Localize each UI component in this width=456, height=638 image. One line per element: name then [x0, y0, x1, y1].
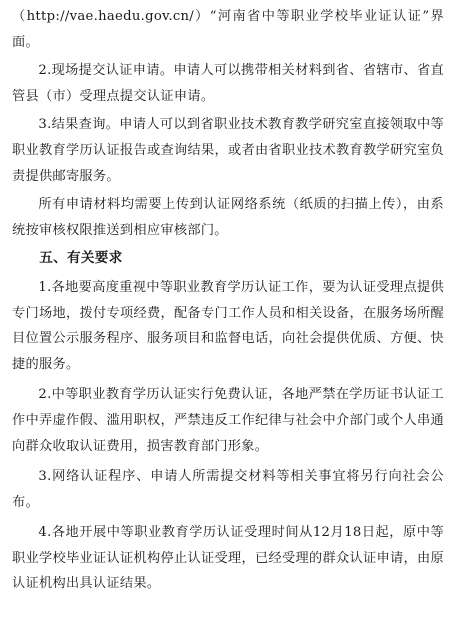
- paragraph-url-continuation: （http://vae.haedu.gov.cn/）“河南省中等职业学校毕业证认证”界面。: [12, 9, 444, 50]
- paragraph-upload-note: 所有申请材料均需要上传到认证网络系统（纸质的扫描上传），由系统按审核权限推送到相应审核部门。: [12, 197, 444, 238]
- paragraph-requirement-2: 2.中等职业教育学历认证实行免费认证，各地严禁在学历证书认证工作中弄虚作假、滥用职权，严禁违反工作纪律与社会中介部门或个人串通向群众收取认证费用，损害教育部门形象。: [12, 387, 444, 454]
- paragraph-requirement-1: 1.各地要高度重视中等职业教育学历认证工作，要为认证受理点提供专门场地，拨付专项经费，配备专门工作人员和相关设备，在服务场所醒目位置公示服务程序、服务项目和监督电话，向社会提供优质、方便、快捷的服务。: [12, 279, 444, 372]
- paragraph-onsite-submission: 2.现场提交认证申请。申请人可以携带相关材料到省、省辖市、省直管县（市）受理点提交认证申请。: [12, 63, 444, 104]
- paragraph-requirement-3: 3.网络认证程序、申请人所需提交材料等相关事宜将另行向社会公布。: [12, 469, 444, 510]
- paragraph-requirement-4: 4.各地开展中等职业教育学历认证受理时间从12月18日起，原中等职业学校毕业证认证机构停止认证受理，已经受理的群众认证申请，由原认证机构出具认证结果。: [12, 525, 444, 592]
- section-heading-requirements: 五、有关要求: [39, 250, 123, 267]
- paragraph-result-query: 3.结果查询。申请人可以到省职业技术教育教学研究室直接领取中等职业教育学历认证报告或查询结果，或者由省职业技术教育教学研究室负责提供邮寄服务。: [12, 117, 444, 184]
